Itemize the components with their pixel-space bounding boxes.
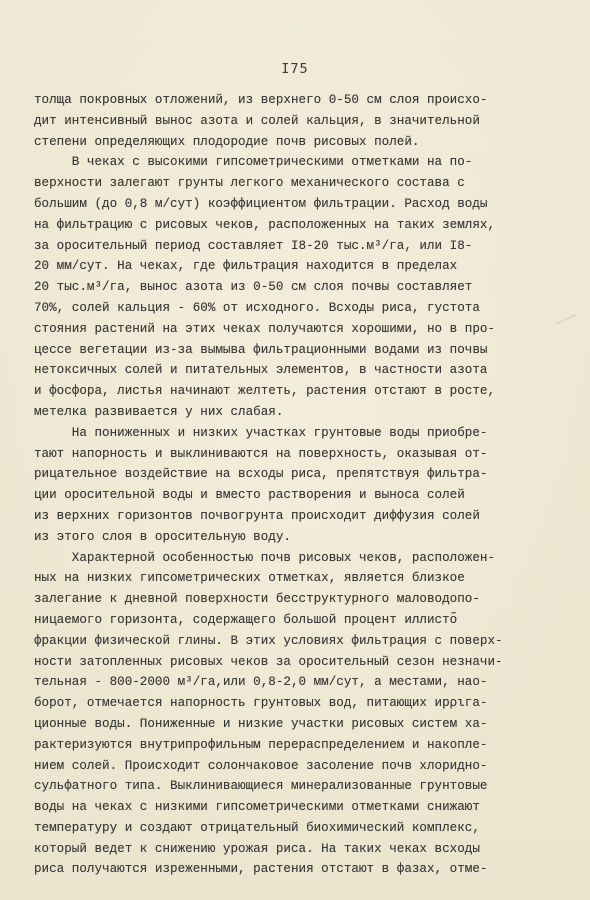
- text-line: ницаемого горизонта, содержащего большой процент иллисто̃: [34, 612, 458, 627]
- text-line: ности затопленных рисовых чеков за оросительный сезон незначи-: [34, 654, 503, 669]
- text-line: сульфатного типа. Выклинивающиеся минерализованные грунтовые: [34, 779, 488, 794]
- text-line: степени определяющих плодородие почв рисовых полей.: [34, 134, 420, 149]
- text-line: тают напорность и выклиниваются на поверхность, оказывая от-: [34, 446, 488, 461]
- text-line: большим (до 0,8 м/сут) коэффициентом фильтрации. Расход воды: [34, 196, 488, 211]
- text-line: верхности залегают грунты легкого механического состава с: [34, 176, 465, 191]
- text-line: метелка развивается у них слабая.: [34, 404, 284, 419]
- text-line: 20 тыс.м³/га, вынос азота из 0-50 см слоя почвы составляет: [34, 280, 473, 295]
- text-line: нетоксичных солей и питательных элементов, в частности азота: [34, 363, 488, 378]
- text-line: цессе вегетации из-за вымыва фильтрационными водами из почвы: [34, 342, 488, 357]
- text-line: из этого слоя в оросительную воду.: [34, 529, 291, 544]
- text-line: фракции физической глины. В этих условиях фильтрация с поверх-: [34, 633, 503, 648]
- text-line: Характерной особенностью почв рисовых чеков, расположен-: [34, 550, 496, 565]
- text-line: рактеризуются внутрипрофильным перераспределением и накопле-: [34, 737, 488, 752]
- text-line: ционные воды. Пониженные и низкие участки рисовых систем ха-: [34, 716, 488, 731]
- text-line: толща покровных отложений, из верхнего 0-50 см слоя происхо-: [34, 93, 488, 107]
- text-line: из верхних горизонтов почвогрунта происходит диффузия солей: [34, 508, 480, 523]
- body-text: [34, 90, 558, 880]
- text-line: тельная - 800-2000 м³/га,или 0,8-2,0 мм/сут, а местами, нао-: [34, 675, 488, 690]
- text-line: ных на низких гипсометрических отметках, является близкое: [34, 571, 465, 586]
- text-line: нием солей. Происходит солончаковое засоление почв хлоридно-: [34, 758, 488, 773]
- text-line: 20 мм/сут. На чеках, где фильтрация находится в пределах: [34, 259, 458, 274]
- text-line: на фильтрацию с рисовых чеков, расположенных на таких землях,: [34, 217, 496, 232]
- text-line: залегание к дневной поверхности бесструктурного маловодопо-: [34, 592, 480, 607]
- text-line: воды на чеках с низкими гипсометрическими отметками снижают: [34, 800, 480, 815]
- text-line: за оросительный период составляет I8-20 тыс.м³/га, или I8-: [34, 238, 473, 253]
- text-line: дит интенсивный вынос азота и солей кальция, в значительной: [34, 113, 480, 128]
- text-line: борот, отмечается напорность грунтовых вод, питающих ирριга-: [34, 696, 488, 711]
- text-line: В чеках с высокими гипсометрическими отметками на по-: [34, 155, 473, 170]
- text-line: стояния растений на этих чеках получаются хорошими, но в про-: [34, 321, 496, 336]
- page-number: I75: [281, 61, 309, 77]
- text-line: 70%, солей кальция - 60% от исходного. Всходы риса, густота: [34, 300, 480, 315]
- paper-mark: [556, 314, 581, 335]
- text-line: и фосфора, листья начинают желтеть, растения отстают в росте,: [34, 384, 496, 399]
- text-line: ции оросительной воды и вместо растворения и выноса солей: [34, 488, 465, 503]
- text-line: На пониженных и низких участках грунтовые воды приобре-: [34, 425, 488, 440]
- text-line: температуру и создают отрицательный биохимический комплекс,: [34, 820, 480, 835]
- text-line: риса получаются изреженными, растения отстают в фазах, отме-: [34, 862, 488, 877]
- text-line: который ведет к снижению урожая риса. На таких чеках всходы: [34, 841, 480, 856]
- text-line: рицательное воздействие на всходы риса, препятствуя фильтра-: [34, 467, 488, 482]
